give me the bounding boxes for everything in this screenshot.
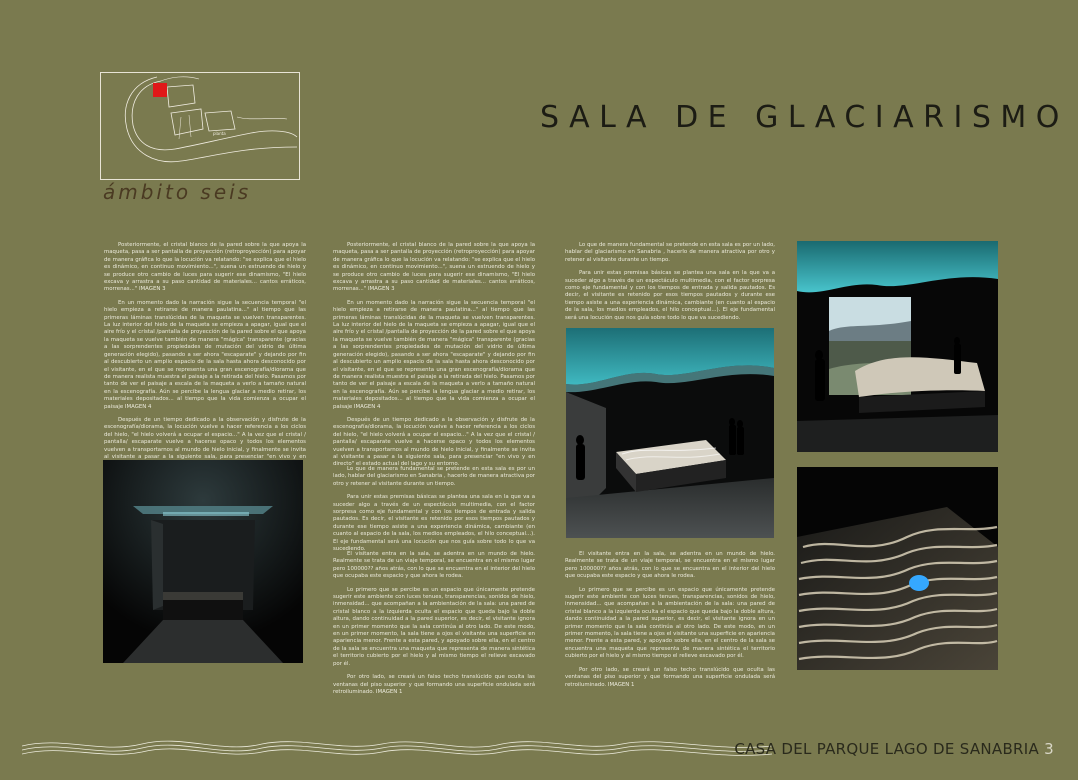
text-column-2b [333,466,535,559]
highlighted-room [153,83,167,97]
paragraph: Después de un tiempo dedicado a la observación y disfrute de la escenografía/diorama, la locución vuelve a hacer referencia a los ciclos del hielo, "el hielo volverá a ocupar el espacio..." A la vez que el cristal / pantalla/ escaparate vuelve a hacerse opaco y todos los elementos vuelven a transportarnos al mundo de hielo inicial, y finalmente se invita al visitante a pasar a la siguiente sala, para presenciar "en vivo y en directo" el estado actual del lago y su entorno. [333,416,535,468]
paragraph: Lo que de manera fundamental se pretende en esta sala es por un lado, hablar del glaciarismo en Sanabria , hacerlo de manera atractiva por otro y retener al visitante durante un tiempo. [333,466,535,487]
footer-project-name: CASA DEL PARQUE LAGO DE SANABRIA [734,740,1040,758]
render-image-model-room [566,328,774,538]
paragraph: En un momento dado la narración sigue la secuencia temporal "el hielo empieza a retirarse de manera paulatina..." al tiempo que las primeras láminas translúcidas de la maqueta se vuelven transparentes. La luz interior del hielo de la maqueta se empieza a apagar, igual que el aire frío y el cristal /pantalla de proyección de la pared sobre el que apoya la maqueta se vuelve también de manera "mágica" transparente (gracias a las sorprendentes propiedades de mutación del vidrio de última generación elegido), pasando a ser ahora "escaparate" y dejando por fin al descubierto un amplio espacio de la sala hasta ahora desconocido por el visitante, en el que se representa una gran escenografía/diorama que de manera realista muestra el paisaje a la retirada del hielo. Pasamos por tanto de ver el paisaje a escala de la maqueta a verlo a tamaño natural en la escenografía. Aún se percibe la lengua glaciar a medio retirar, los materiales depositados... al tiempo que la vida comienza a ocupar el paisaje IMAGEN 4 [333,299,535,410]
text-column-4 [333,551,535,702]
render-image-landscape-window [797,241,998,452]
paragraph: Lo primero que se percibe es un espacio que únicamente pretende sugerir este ambiente con luces tenues, transparencias, sonidos de hielo, inmensidad... que acompañan a la ambientación de la sala: una pared de cristal blanco a la izquierda oculta el espacio que queda bajo la doble altura, dando continuidad a la pared superior, es decir, el visitante ignora en un primer momento que la sala continúa al otro lado. De este modo, en un primer momento, la sala tiene a ojos el visitante una superficie en apariencia menor. Frente a esta pared, y apoyado sobre ella, en el centro de la sala se encuentra una maqueta que representa de manera sintética el territorio cubierto por el hielo y al mismo tiempo el relieve excavado por él. [333,586,535,667]
paragraph: El visitante entra en la sala, se adentra en un mundo de hielo. Realmente se trata de un viaje temporal, se encuentra en el mismo lugar pero 100000?? años atrás, con lo que se encuentra en el interior del hielo que ocupaba este espacio y que ahora le rodea. [333,551,535,580]
paragraph: Después de un tiempo dedicado a la observación y disfrute de la escenografía/diorama, la locución vuelve a hacer referencia a los ciclos del hielo, "el hielo volverá a ocupar el espacio..." A la vez que el cristal / pantalla/ escaparate vuelve a hacerse opaco y todos los elementos vuelven a transportarnos al mundo de hielo inicial, y finalmente se invita al visitante a pasar a la siguiente sala, para presenciar "en vivo y en [104,416,306,460]
footer-title [734,740,1054,758]
paragraph: Por otro lado, se creará un falso techo translúcido que oculta las ventanas del piso superior y que formando una superficie ondulada será retroiluminado. IMAGEN 1 [565,666,775,688]
map-label: planta [213,131,226,136]
paragraph: Lo primero que se percibe es un espacio que únicamente pretende sugerir este ambiente con luces tenues, transparencias, sonidos de hielo, inmensidad... que acompañan a la ambientación de la sala: una pared de cristal blanco a la izquierda oculta el espacio que queda bajo la doble altura, dando continuidad a la pared superior, es decir, el visitante ignora en un primer momento que la sala continúa al otro lado. De este modo, en un primer momento, la sala tiene a ojos el visitante una superficie en apariencia menor. Frente a esta pared, y apoyado sobre ella, en el centro de la sala se encuentra una maqueta que representa de manera sintética el territorio cubierto por el hielo y al mismo tiempo el relieve excavado por él. [565,586,775,660]
paragraph: En un momento dado la narración sigue la secuencia temporal "el hielo empieza a retirarse de manera paulatina..." al tiempo que las primeras láminas translúcidas de la maqueta se vuelven transparentes. La luz interior del hielo de la maqueta se empieza a apagar, igual que el aire frío y el cristal /pantalla de proyección de la pared sobre el que apoya la maqueta se vuelve también de manera "mágica" transparente (gracias a las sorprendentes propiedades de mutación del vidrio de última generación elegido), pasando a ser ahora "escaparate" y dejando por fin al descubierto un amplio espacio de la sala hasta ahora desconocido por el visitante, en el que se representa una gran escenografía/diorama que de manera realista muestra el paisaje a la retirada del hielo. Pasamos por tanto de ver el paisaje a escala de la maqueta a verlo a tamaño natural en la escenografía. Aún se percibe la lengua glaciar a medio retirar, los materiales depositados... al tiempo que la vida comienza a ocupar el paisaje IMAGEN 4 [104,299,306,410]
area-label: ámbito seis [103,180,252,204]
page-number: 3 [1044,740,1054,758]
text-column-3 [565,242,775,328]
text-column-5 [565,551,775,695]
render-image-model-closeup [797,467,998,670]
paragraph: Por otro lado, se creará un falso techo translúcido que oculta las ventanas del piso superior y que formando una superficie ondulada será retroiluminado. IMAGEN 1 [333,674,535,695]
paragraph: El visitante entra en la sala, se adentra en un mundo de hielo. Realmente se trata de un viaje temporal, se encuentra en el mismo lugar pero 100000?? años atrás, con lo que se encuentra en el interior del hielo que ocupaba este espacio y que ahora le rodea. [565,551,775,580]
paragraph: Para unir estas premisas básicas se plantea una sala en la que va a suceder algo a través de un espectáculo multimedia, con el factor sorpresa como eje fundamental y con los tiempos de entrada y salida pautados. Es decir, el visitante es retenido por esos tiempos pautados y durante ese tiempo asiste a una experiencia dinámica, cambiante (en cuanto al espacio de la sala, los medios empleados, el hilo conceptual...). El eje fundamental será una locución que nos guía sobre todo lo que va sucediendo. [333,494,535,553]
text-column-1 [104,242,306,475]
paragraph: Lo que de manera fundamental se pretende en esta sala es por un lado, hablar del glaciarismo en Sanabria , hacerlo de manera atractiva por otro y retener al visitante durante un tiempo. [565,242,775,263]
decorative-waves [22,732,772,762]
paragraph: Posteriormente, el cristal blanco de la pared sobre la que apoya la maqueta, pasa a ser pantalla de proyección (retroproyección) para apoyar de manera gráfica lo que la locución va relatando: "se explica que el hielo es dinámico, en continuo movimiento...", suena un estruendo de hielo y se produce otro cambio de luces para sugerir ese dinamismo, "El hielo excava y arrastra a su paso cantidad de materiales... cantos erráticos, morrenas..." IMAGEN 3 [333,242,535,293]
render-image-dark-room [103,460,303,663]
site-plan-drawing [101,73,299,179]
text-column-2 [333,242,535,475]
paragraph: Posteriormente, el cristal blanco de la pared sobre la que apoya la maqueta, pasa a ser pantalla de proyección (retroproyección) para apoyar de manera gráfica lo que la locución va relatando: "se explica que el hielo es dinámico, en continuo movimiento...", suena un estruendo de hielo y se produce otro cambio de luces para sugerir ese dinamismo, "El hielo excava y arrastra a su paso cantidad de materiales... cantos erráticos, morrenas..." IMAGEN 3 [104,242,306,293]
paragraph: Para unir estas premisas básicas se plantea una sala en la que va a suceder algo a través de un espectáculo multimedia, con el factor sorpresa como eje fundamental y con los tiempos de entrada y salida pautados. Es decir, el visitante es retenido por esos tiempos pautados y durante ese tiempo asiste a una experiencia dinámica, cambiante (en cuanto al espacio de la sala, los medios empleados, el hilo conceptual...). El eje fundamental será una locución que nos guía sobre todo lo que va sucediendo. [565,270,775,321]
page-title: SALA DE GLACIARISMO [540,100,1069,135]
location-map [100,72,300,180]
